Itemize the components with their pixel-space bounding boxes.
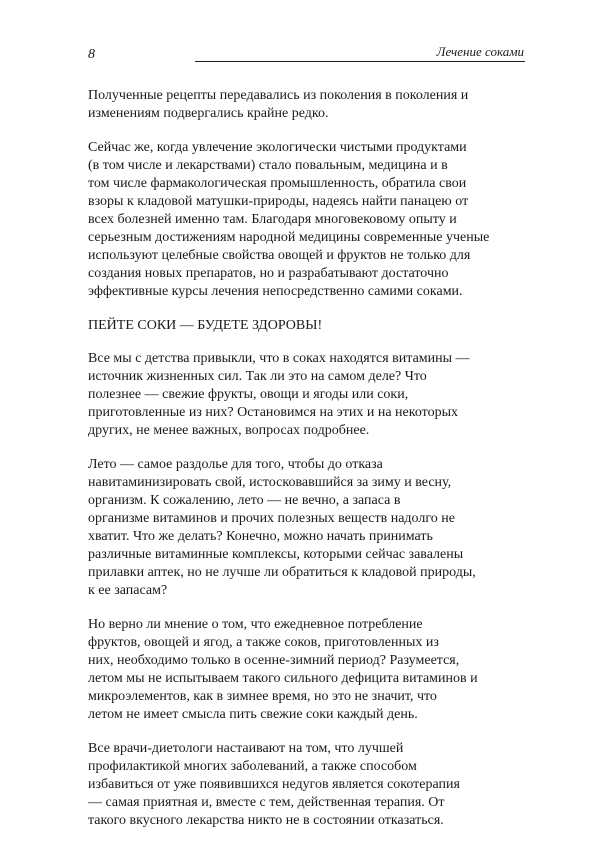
text-line: Но верно ли мнение о том, что ежедневное потребление [88, 617, 423, 632]
paragraph-6 [88, 740, 488, 830]
text-line: организм. К сожалению, лето — не вечно, а запаса в [88, 493, 401, 508]
text-line: взоры к кладовой матушки-природы, надеясь найти панацею от [88, 194, 469, 209]
header-rule [195, 61, 525, 62]
text-line: создания новых препаратов, но и разрабатывают достаточно [88, 266, 449, 281]
text-line: полезнее — свежие фрукты, овощи и ягоды или соки, [88, 387, 409, 402]
page-body [88, 87, 488, 846]
text-line: фруктов, овощей и ягод, а также соков, приготовленных из [88, 635, 439, 650]
text-line: навитаминизировать свой, истосковавшийся за зиму и весну, [88, 475, 452, 490]
text-line: Все мы с детства привыкли, что в соках находятся витамины — [88, 351, 470, 366]
page-number: 8 [88, 47, 95, 62]
text-line: различные витаминные комплексы, которыми сейчас завалены [88, 547, 464, 562]
text-line: том числе фармакологическая промышленность, обратила свои [88, 176, 467, 191]
running-title: Лечение соками [436, 44, 524, 59]
text-line: летом не имеет смысла пить свежие соки каждый день. [88, 707, 418, 722]
text-line: изменениям подвергались крайне редко. [88, 106, 329, 121]
text-line: приготовленные из них? Остановимся на этих и на некоторых [88, 405, 458, 420]
paragraph-5 [88, 616, 488, 724]
text-line: Все врачи-диетологи настаивают на том, что лучшей [88, 741, 404, 756]
text-line: (в том числе и лекарствами) стало повальным, медицина и в [88, 158, 448, 173]
text-line: серьезным достижениям народной медицины современные ученые [88, 230, 490, 245]
text-line: хватит. Что же делать? Конечно, можно начать принимать [88, 529, 433, 544]
paragraph-2 [88, 139, 488, 301]
text-line: избавиться от уже появившихся недугов является сокотерапия [88, 777, 460, 792]
text-line: эффективные курсы лечения непосредственно самими соками. [88, 284, 463, 299]
text-line: используют целебные свойства овощей и фруктов не только для [88, 248, 471, 263]
text-line: них, необходимо только в осенне-зимний период? Разумеется, [88, 653, 460, 668]
text-line: микроэлементов, как в зимнее время, но это не значит, что [88, 689, 437, 704]
text-line: профилактикой многих заболеваний, а также способом [88, 759, 417, 774]
paragraph-1 [88, 87, 488, 123]
text-line: такого вкусного лекарства никто не в состоянии отказаться. [88, 813, 444, 828]
text-line: Сейчас же, когда увлечение экологически чистыми продуктами [88, 140, 467, 155]
text-line: источник жизненных сил. Так ли это на самом деле? Что [88, 369, 427, 384]
text-line: Лето — самое раздолье для того, чтобы до отказа [88, 457, 383, 472]
text-line: прилавки аптек, но не лучше ли обратиться к кладовой природы, [88, 565, 476, 580]
text-line: организме витаминов и прочих полезных веществ надолго не [88, 511, 455, 526]
paragraph-3 [88, 350, 488, 440]
text-line: Полученные рецепты передавались из поколения в поколения и [88, 88, 469, 103]
section-heading: ПЕЙТЕ СОКИ — БУДЕТЕ ЗДОРОВЫ! [88, 318, 323, 333]
text-line: к ее запасам? [88, 583, 168, 598]
text-line: — самая приятная и, вместе с тем, действенная терапия. От [88, 795, 445, 810]
text-line: всех болезней именно там. Благодаря многовековому опыту и [88, 212, 457, 227]
text-line: других, не менее важных, вопросах подробнее. [88, 423, 370, 438]
paragraph-4 [88, 456, 488, 600]
text-line: летом мы не испытываем такого сильного дефицита витаминов и [88, 671, 478, 686]
